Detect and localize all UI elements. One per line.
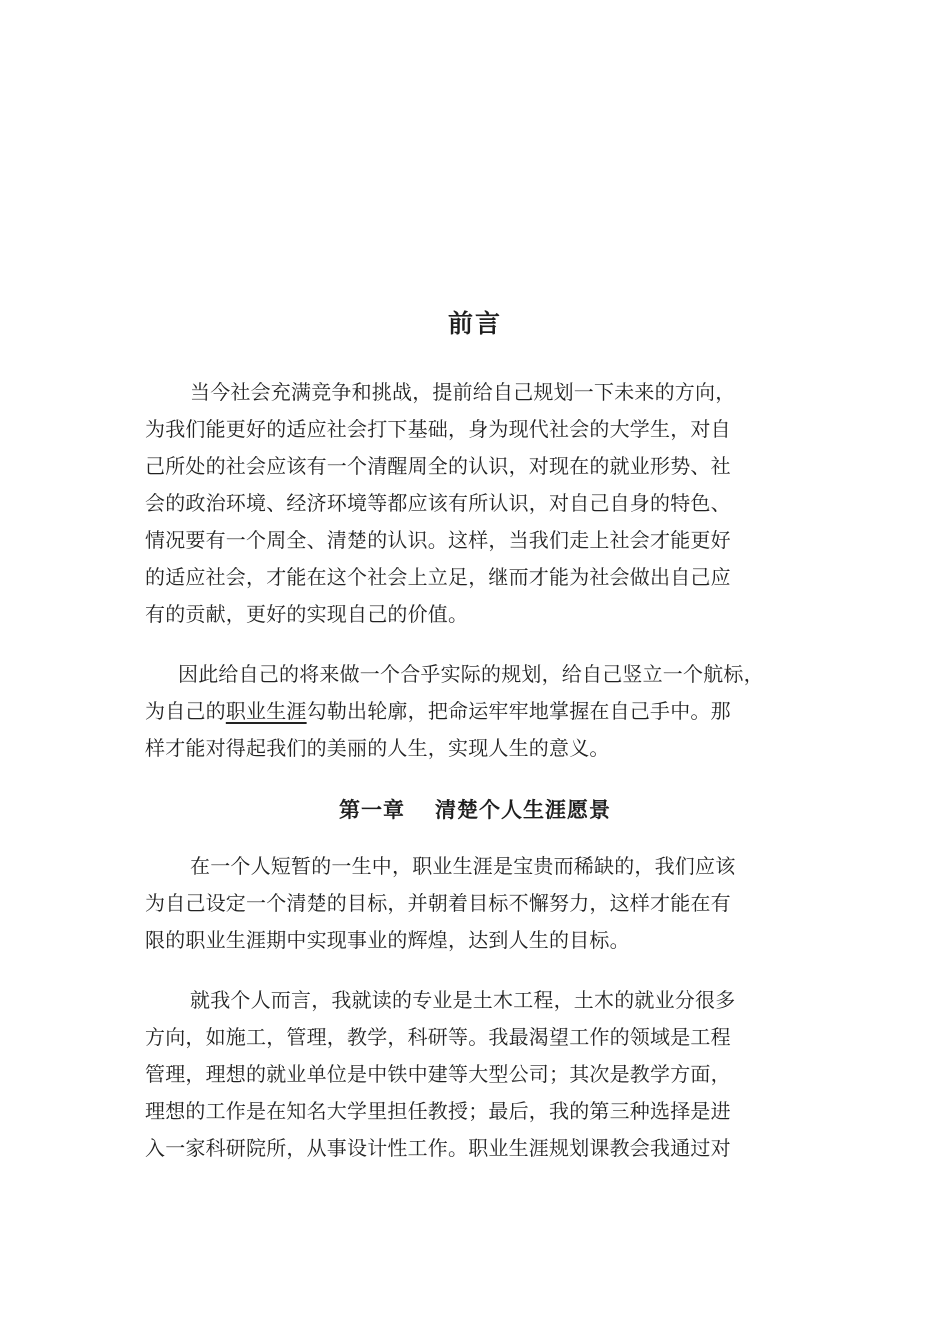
chapter-p1-line-1: 在一个人短暂的一生中，职业生涯是宝贵而稀缺的，我们应该 bbox=[190, 854, 736, 878]
preface-p1-line-1: 当今社会充满竞争和挑战，提前给自己规划一下未来的方向， bbox=[190, 380, 736, 404]
chapter-p2-line-2: 方向，如施工，管理，教学，科研等。我最渴望工作的领域是工程 bbox=[145, 1025, 731, 1049]
preface-p2-line-1: 因此给自己的将来做一个合乎实际的规划，给自己竖立一个航标， bbox=[178, 662, 764, 686]
chapter-heading bbox=[0, 794, 950, 824]
preface-p2-line-2 bbox=[145, 693, 731, 729]
preface-p1-line-6: 的适应社会，才能在这个社会上立足，继而才能为社会做出自己应 bbox=[145, 565, 731, 589]
preface-p2-line-2-start: 为自己的 bbox=[145, 699, 226, 723]
chapter-p1-line-3: 限的职业生涯期中实现事业的辉煌，达到人生的目标。 bbox=[145, 928, 630, 952]
preface-p2-line-2-end: 勾勒出轮廓，把命运牢牢地掌握在自己手中。那 bbox=[306, 699, 731, 723]
page-title: 前言 bbox=[447, 309, 502, 338]
preface-p1-line-4: 会的政治环境、经济环境等都应该有所认识，对自己自身的特色、 bbox=[145, 491, 731, 515]
chapter-p1-line-2: 为自己设定一个清楚的目标，并朝着目标不懈努力，这样才能在有 bbox=[145, 891, 731, 915]
preface-p1-line-7: 有的贡献，更好的实现自己的价值。 bbox=[145, 602, 469, 626]
preface-p2-line-3: 样才能对得起我们的美丽的人生，实现人生的意义。 bbox=[145, 736, 610, 760]
chapter-p2-line-4: 理想的工作是在知名大学里担任教授；最后，我的第三种选择是进 bbox=[145, 1099, 731, 1123]
preface-p1-line-3: 己所处的社会应该有一个清醒周全的认识，对现在的就业形势、社 bbox=[145, 454, 731, 478]
preface-p1-line-5: 情况要有一个周全、清楚的认识。这样，当我们走上社会才能更好 bbox=[145, 528, 731, 552]
chapter-p2-line-5: 入一家科研院所，从事设计性工作。职业生涯规划课教会我通过对 bbox=[145, 1136, 731, 1160]
chapter-p2-line-1: 就我个人而言，我就读的专业是土木工程，土木的就业分很多 bbox=[190, 988, 736, 1012]
preface-p1-line-2: 为我们能更好的适应社会打下基础，身为现代社会的大学生，对自 bbox=[145, 417, 731, 441]
chapter-title: 清楚个人生涯愿景 bbox=[435, 798, 611, 822]
chapter-number: 第一章 bbox=[339, 798, 405, 822]
career-link[interactable]: 职业生涯 bbox=[225, 699, 307, 723]
chapter-p2-line-3: 管理，理想的就业单位是中铁中建等大型公司；其次是教学方面， bbox=[145, 1062, 731, 1086]
